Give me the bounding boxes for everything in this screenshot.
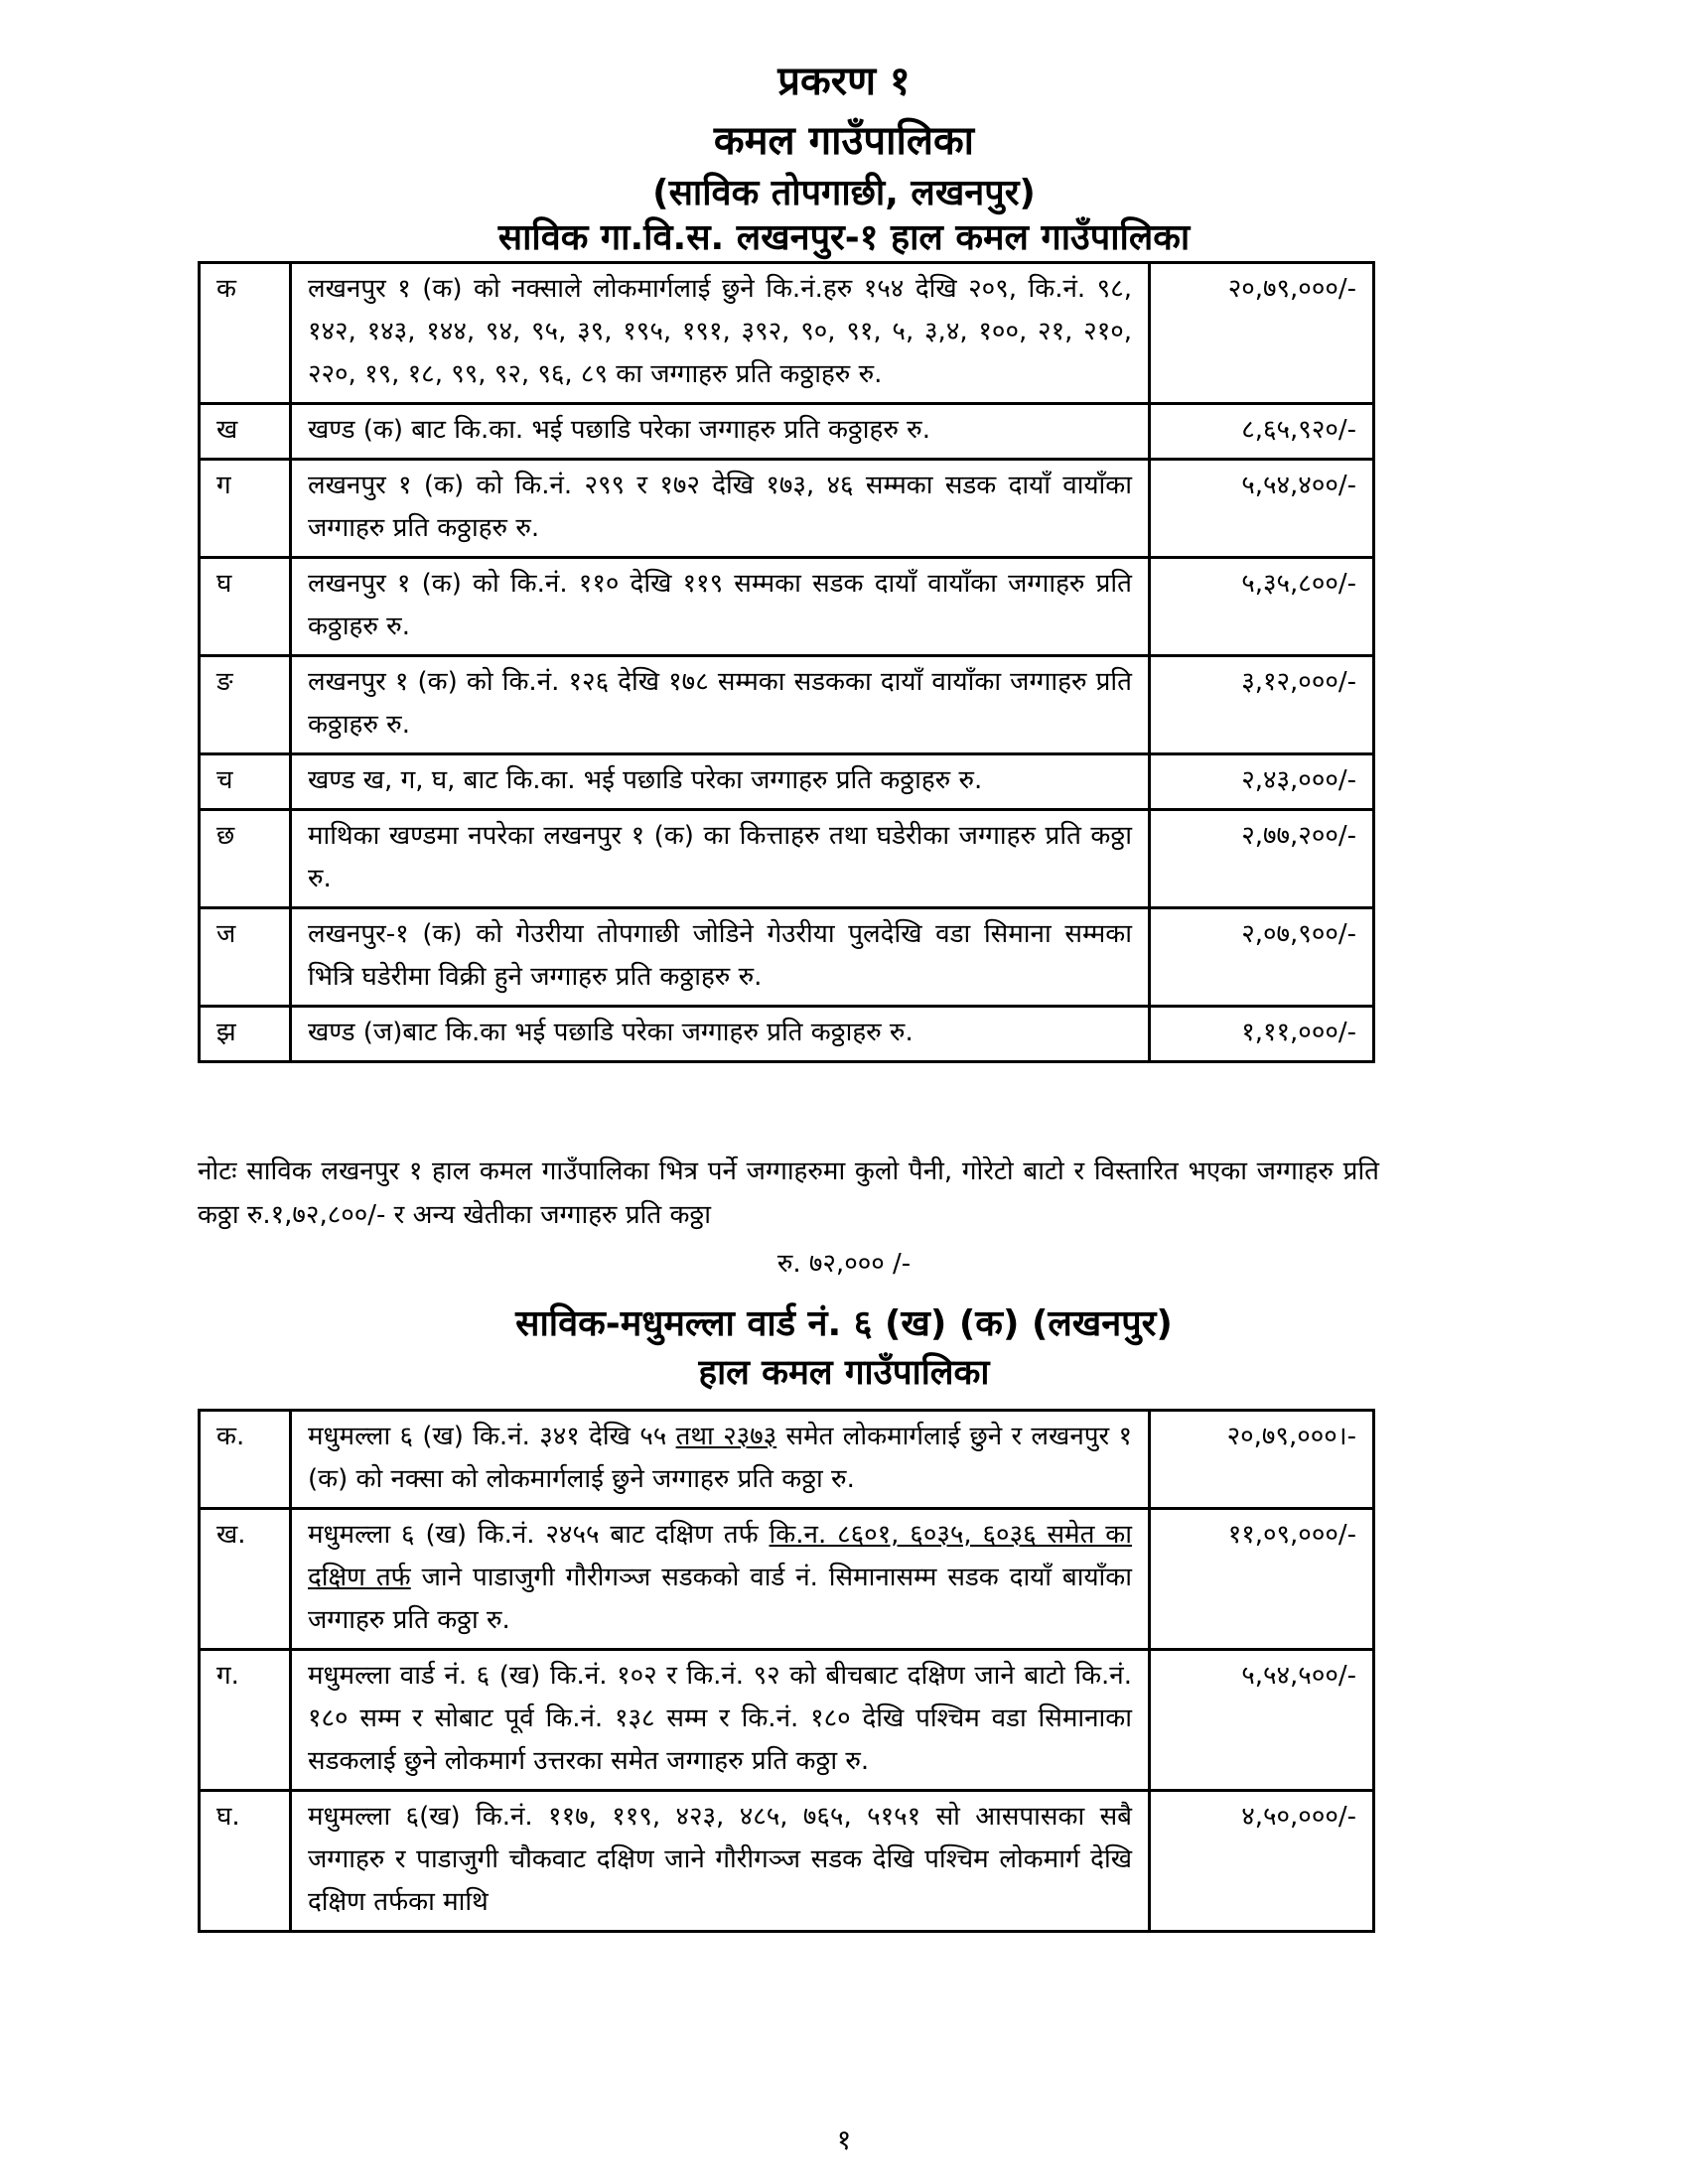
- row-amount: २,७७,२००/-: [1150, 810, 1374, 908]
- row-key: छ: [200, 810, 291, 908]
- table-row: [200, 1650, 1374, 1791]
- table-row: [200, 754, 1374, 810]
- table-row: [200, 1411, 1374, 1509]
- row-description: लखनपुर १ (क) को कि.नं. ११० देखि ११९ सम्मका सडक दायाँ वायाँका जग्गाहरु प्रति कठ्ठाहरु रु.: [291, 558, 1150, 656]
- table-row: [200, 404, 1374, 460]
- row-description: [291, 1650, 1150, 1791]
- row-key: ग.: [200, 1650, 291, 1791]
- row-description-text: मधुमल्ला ६ (ख) कि.नं. ३४१ देखि ५५: [308, 1422, 676, 1451]
- section-2-subheading: हाल कमल गाउँपालिका: [698, 1353, 990, 1393]
- row-amount: २,०७,९००/-: [1150, 908, 1374, 1007]
- row-description: खण्ड ख, ग, घ, बाट कि.का. भई पछाडि परेका जग्गाहरु प्रति कठ्ठाहरु रु.: [291, 754, 1150, 810]
- rate-table-lakhanpur: [198, 261, 1375, 1063]
- row-description: [291, 1411, 1150, 1509]
- row-amount: २,४३,०००/-: [1150, 754, 1374, 810]
- table-row: [200, 1791, 1374, 1932]
- row-description-underlined: तथा २३७३: [675, 1422, 777, 1451]
- former-area-subtitle: (साविक तोपगाछी, लखनपुर): [652, 173, 1036, 213]
- row-amount: १,११,०००/-: [1150, 1007, 1374, 1062]
- note-paragraph: नोटः साविक लखनपुर १ हाल कमल गाउँपालिका भित्र पर्ने जग्गाहरुमा कुलो पैनी, गोरेटो बाटो र विस्तारित भएका जग्गाहरु प्रति कठ्ठा रु.१,७२,८००/- र अन्य खेतीका जग्गाहरु प्रति कठ्ठा: [198, 1157, 1379, 1230]
- chapter-title: प्रकरण १: [777, 59, 911, 104]
- row-description: लखनपुर १ (क) को नक्साले लोकमार्गलाई छुने कि.नं.हरु १५४ देखि २०९, कि.नं. ९८, १४२, १४३, १४४, ९४, ९५, ३९, १९५, १९१, ३९२, ९०, ९१, ५, ३,४, १००, २१, २१०, २२०, १९, १८, ९९, ९२, ९६, ८९ का जग्गाहरु प्रति कठ्ठाहरु रु.: [291, 263, 1150, 404]
- row-amount: ३,१२,०००/-: [1150, 656, 1374, 754]
- row-description-text: जाने पाडाजुगी गौरीगञ्ज सडकको वार्ड नं. सिमानासम्म सडक दायाँ बायाँका जग्गाहरु प्रति कठ्ठा रु.: [308, 1563, 1132, 1635]
- section-1-heading: साविक गा.वि.स. लखनपुर-१ हाल कमल गाउँपालिका: [497, 217, 1191, 258]
- table-row: [200, 810, 1374, 908]
- row-description: माथिका खण्डमा नपरेका लखनपुर १ (क) का कित्ताहरु तथा घडेरीका जग्गाहरु प्रति कठ्ठा रु.: [291, 810, 1150, 908]
- row-amount: ५,३५,८००/-: [1150, 558, 1374, 656]
- municipality-title: कमल गाउँपालिका: [713, 118, 975, 164]
- row-amount: ५,५४,४००/-: [1150, 460, 1374, 558]
- row-key: ज: [200, 908, 291, 1007]
- section-2-heading: साविक-मधुमल्ला वार्ड नं. ६ (ख) (क) (लखनपुर): [515, 1303, 1173, 1344]
- table-row: [200, 263, 1374, 404]
- table-row: [200, 656, 1374, 754]
- row-key: घ.: [200, 1791, 291, 1932]
- row-description: खण्ड (ज)बाट कि.का भई पछाडि परेका जग्गाहरु प्रति कठ्ठाहरु रु.: [291, 1007, 1150, 1062]
- row-key: ङ: [200, 656, 291, 754]
- row-key: ग: [200, 460, 291, 558]
- row-amount: २०,७९,०००।-: [1150, 1411, 1374, 1509]
- row-key: च: [200, 754, 291, 810]
- row-amount: २०,७९,०००/-: [1150, 263, 1374, 404]
- row-description: खण्ड (क) बाट कि.का. भई पछाडि परेका जग्गाहरु प्रति कठ्ठाहरु रु.: [291, 404, 1150, 460]
- row-description: लखनपुर-१ (क) को गेउरीया तोपगाछी जोडिने गेउरीया पुलदेखि वडा सिमाना सम्मका भित्रि घडेरीमा विक्री हुने जग्गाहरु प्रति कठ्ठाहरु रु.: [291, 908, 1150, 1007]
- row-key: घ: [200, 558, 291, 656]
- row-key: ख: [200, 404, 291, 460]
- row-amount: ११,०९,०००/-: [1150, 1509, 1374, 1650]
- row-description-text: मधुमल्ला ६ (ख) कि.नं. २४५५ बाट दक्षिण तर्फ: [308, 1520, 770, 1550]
- table-row: [200, 460, 1374, 558]
- table-row: [200, 558, 1374, 656]
- row-key: ख.: [200, 1509, 291, 1650]
- row-description-text: मधुमल्ला वार्ड नं. ६ (ख) कि.नं. १०२ र कि.नं. ९२ को बीचबाट दक्षिण जाने बाटो कि.नं. १८० सम्म र सोबाट पूर्व कि.नं. १३८ सम्म र कि.नं. १८० देखि पश्चिम वडा सिमानाका सडकलाई छुने लोकमार्ग उत्तरका समेत जग्गाहरु प्रति कठ्ठा रु.: [308, 1661, 1132, 1776]
- table-row: [200, 1509, 1374, 1650]
- row-description: लखनपुर १ (क) को कि.नं. १२६ देखि १७८ सम्मका सडकका दायाँ वायाँका जग्गाहरु प्रति कठ्ठाहरु रु.: [291, 656, 1150, 754]
- table-row: [200, 1007, 1374, 1062]
- row-key: क: [200, 263, 291, 404]
- row-description: [291, 1509, 1150, 1650]
- row-description-text: समेत लोकमार्गलाई छुने र लखनपुर १ (क) को नक्सा को लोकमार्गलाई छुने जग्गाहरु प्रति कठ्ठा रु.: [308, 1422, 1133, 1494]
- table-row: [200, 908, 1374, 1007]
- note-amount: रु. ७२,००० /-: [776, 1249, 912, 1279]
- row-key: क.: [200, 1411, 291, 1509]
- row-description-underlined: कि.न. ८६०१, ६०३५, ६०३६ समेत का दक्षिण तर्फ: [308, 1520, 1133, 1592]
- row-description-text: मधुमल्ला ६(ख) कि.नं. ११७, ११९, ४२३, ४८५, ७६५, ५१५१ सो आसपासका सबै जग्गाहरु र पाडाजुगी चौकवाट दक्षिण जाने गौरीगञ्ज सडक देखि पश्चिम लोकमार्ग देखि दक्षिण तर्फका माथि: [308, 1802, 1132, 1917]
- row-key: झ: [200, 1007, 291, 1062]
- page-number: १: [836, 2123, 852, 2156]
- row-description: लखनपुर १ (क) को कि.नं. २९९ र १७२ देखि १७३, ४६ सम्मका सडक दायाँ वायाँका जग्गाहरु प्रति कठ्ठाहरु रु.: [291, 460, 1150, 558]
- row-amount: ४,५०,०००/-: [1150, 1791, 1374, 1932]
- row-amount: ५,५४,५००/-: [1150, 1650, 1374, 1791]
- row-description: [291, 1791, 1150, 1932]
- rate-table-madhumalla: [198, 1409, 1375, 1933]
- row-amount: ८,६५,९२०/-: [1150, 404, 1374, 460]
